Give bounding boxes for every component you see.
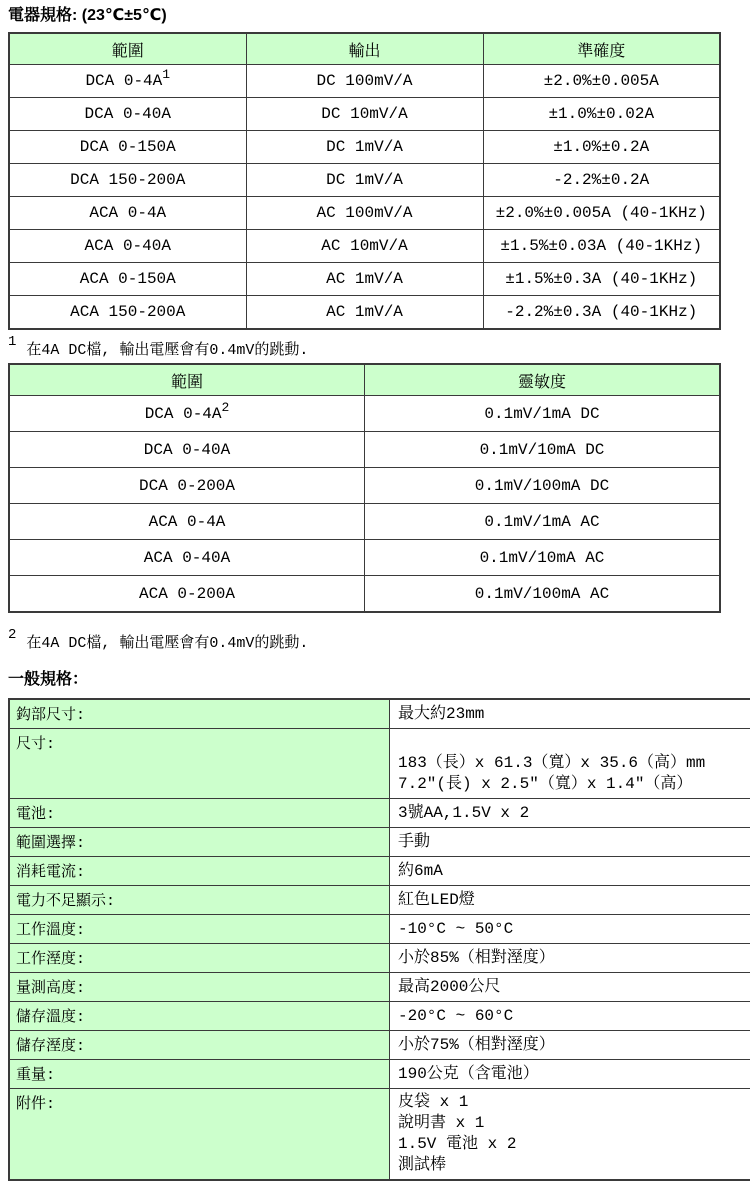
accuracy-cell: ±1.0%±0.2A	[483, 131, 720, 164]
sensitivity-table	[8, 363, 721, 613]
table-row	[9, 98, 720, 131]
output-cell: DC 1mV/A	[246, 164, 483, 197]
column-header: 範圍	[9, 364, 365, 396]
footnote-1-text: 在4A DC檔, 輸出電壓會有0.4mV的跳動.	[26, 342, 308, 359]
spec-label-cell: 工作溼度:	[9, 944, 390, 973]
table-row	[9, 799, 750, 828]
table-row	[9, 973, 750, 1002]
spec-value-line: 小於75%（相對溼度）	[398, 1035, 744, 1056]
output-cell: DC 1mV/A	[246, 131, 483, 164]
footnote-2-sup: 2	[8, 627, 16, 643]
accuracy-cell: ±2.0%±0.005A	[483, 65, 720, 98]
accuracy-cell: -2.2%±0.2A	[483, 164, 720, 197]
table-row	[9, 1060, 750, 1089]
table-row	[9, 699, 750, 729]
accuracy-table	[8, 32, 721, 330]
spec-value-line: -10°C ~ 50°C	[398, 919, 744, 940]
range-cell: ACA 0-40A	[9, 230, 246, 263]
spec-value-line: 7.2"(長) x 2.5"（寬）x 1.4"（高）	[398, 774, 744, 795]
general-specs-table	[8, 698, 750, 1181]
footnote-ref: 2	[222, 400, 230, 415]
table-row	[9, 1031, 750, 1060]
table-row	[9, 197, 720, 230]
range-cell: ACA 0-150A	[9, 263, 246, 296]
spec-value-cell	[390, 799, 750, 828]
header-row	[9, 33, 720, 65]
column-header: 輸出	[246, 33, 483, 65]
range-cell: ACA 150-200A	[9, 296, 246, 330]
sensitivity-cell: 0.1mV/1mA AC	[365, 504, 721, 540]
range-cell: ACA 0-4A	[9, 504, 365, 540]
table-row	[9, 540, 720, 576]
spec-value-cell	[390, 1060, 750, 1089]
spec-value-line	[398, 732, 744, 753]
spec-label-cell: 鈎部尺寸:	[9, 699, 390, 729]
sensitivity-cell: 0.1mV/100mA DC	[365, 468, 721, 504]
spec-value-line: 皮袋 x 1	[398, 1092, 744, 1113]
spec-value-line: 最高2000公尺	[398, 977, 744, 998]
spec-value-cell	[390, 828, 750, 857]
table-row	[9, 729, 750, 799]
sensitivity-cell: 0.1mV/1mA DC	[365, 396, 721, 432]
accuracy-cell: ±2.0%±0.005A (40-1KHz)	[483, 197, 720, 230]
column-header: 準確度	[483, 33, 720, 65]
range-cell: DCA 0-40A	[9, 432, 365, 468]
spec-value-cell	[390, 915, 750, 944]
table-row	[9, 230, 720, 263]
spec-label-cell: 消耗電流:	[9, 857, 390, 886]
spec-value-cell	[390, 1002, 750, 1031]
table-row	[9, 263, 720, 296]
table-row	[9, 857, 750, 886]
spec-value-line: 1.5V 電池 x 2	[398, 1134, 744, 1155]
output-cell: AC 1mV/A	[246, 263, 483, 296]
spec-value-line: 3號AA,1.5V x 2	[398, 803, 744, 824]
range-cell: DCA 0-150A	[9, 131, 246, 164]
spec-value-cell	[390, 944, 750, 973]
table-row	[9, 432, 720, 468]
table-row	[9, 915, 750, 944]
range-cell: ACA 0-200A	[9, 576, 365, 613]
spec-value-cell	[390, 857, 750, 886]
header-row	[9, 364, 720, 396]
footnote-1	[8, 330, 742, 363]
output-cell: AC 100mV/A	[246, 197, 483, 230]
spec-value-line: 測試棒	[398, 1155, 744, 1176]
spec-value-cell	[390, 973, 750, 1002]
footnote-2	[8, 623, 742, 656]
spec-label-cell: 範圍選擇:	[9, 828, 390, 857]
spec-value-line: 紅色LED燈	[398, 890, 744, 911]
spec-value-line: -20°C ~ 60°C	[398, 1006, 744, 1027]
accuracy-table-header	[9, 33, 720, 65]
range-cell: ACA 0-40A	[9, 540, 365, 576]
spec-value-cell	[390, 1089, 750, 1181]
range-cell: ACA 0-4A	[9, 197, 246, 230]
spec-label-cell: 量測高度:	[9, 973, 390, 1002]
spec-value-cell	[390, 1031, 750, 1060]
spec-label-cell: 儲存溫度:	[9, 1002, 390, 1031]
spec-value-cell	[390, 886, 750, 915]
spec-value-line: 小於85%（相對溼度）	[398, 948, 744, 969]
table-row	[9, 886, 750, 915]
range-cell: DCA 150-200A	[9, 164, 246, 197]
sensitivity-cell: 0.1mV/10mA DC	[365, 432, 721, 468]
electrical-specs-heading: 電器規格: (23℃±5℃)	[8, 6, 742, 25]
accuracy-cell: -2.2%±0.3A (40-1KHz)	[483, 296, 720, 330]
spec-label-cell: 儲存溼度:	[9, 1031, 390, 1060]
column-header: 靈敏度	[365, 364, 721, 396]
footnote-1-sup: 1	[8, 334, 16, 350]
range-cell: DCA $0-4A^1$	[9, 65, 246, 98]
accuracy-cell: ±1.5%±0.03A (40-1KHz)	[483, 230, 720, 263]
general-specs-heading: 一般規格：	[8, 670, 742, 689]
range-cell: DCA $0-4A^2$	[9, 396, 365, 432]
table-row	[9, 468, 720, 504]
sensitivity-table-header	[9, 364, 720, 396]
table-row	[9, 1002, 750, 1031]
table-row	[9, 296, 720, 330]
footnote-2-text: 在4A DC檔, 輸出電壓會有0.4mV的跳動.	[26, 635, 308, 652]
spec-value-line: 約6mA	[398, 861, 744, 882]
sensitivity-cell: 0.1mV/100mA AC	[365, 576, 721, 613]
spec-value-line: 說明書 x 1	[398, 1113, 744, 1134]
spec-value-cell	[390, 699, 750, 729]
table-row	[9, 164, 720, 197]
spec-value-line: 手動	[398, 832, 744, 853]
output-cell: AC 1mV/A	[246, 296, 483, 330]
table-row	[9, 504, 720, 540]
table-row	[9, 131, 720, 164]
spec-label-cell: 附件:	[9, 1089, 390, 1181]
footnote-ref: 1	[162, 67, 170, 82]
output-cell: DC 10mV/A	[246, 98, 483, 131]
table-row	[9, 396, 720, 432]
table-row	[9, 1089, 750, 1181]
range-cell: DCA 0-40A	[9, 98, 246, 131]
table-row	[9, 944, 750, 973]
table-row	[9, 65, 720, 98]
range-cell: DCA 0-200A	[9, 468, 365, 504]
spec-label-cell: 重量:	[9, 1060, 390, 1089]
accuracy-cell: ±1.5%±0.3A (40-1KHz)	[483, 263, 720, 296]
output-cell: AC 10mV/A	[246, 230, 483, 263]
accuracy-cell: ±1.0%±0.02A	[483, 98, 720, 131]
spec-value-line: 190公克（含電池）	[398, 1064, 744, 1085]
output-cell: DC 100mV/A	[246, 65, 483, 98]
spec-label-cell: 電力不足顯示:	[9, 886, 390, 915]
spec-label-cell: 工作溫度:	[9, 915, 390, 944]
spec-label-cell: 尺寸:	[9, 729, 390, 799]
spec-value-cell	[390, 729, 750, 799]
table-row	[9, 828, 750, 857]
spec-label-cell: 電池:	[9, 799, 390, 828]
spec-value-line: 183（長）x 61.3（寬）x 35.6（高）mm	[398, 753, 744, 774]
column-header: 範圍	[9, 33, 246, 65]
spec-value-line: 最大約23mm	[398, 704, 744, 725]
sensitivity-cell: 0.1mV/10mA AC	[365, 540, 721, 576]
table-row	[9, 576, 720, 613]
